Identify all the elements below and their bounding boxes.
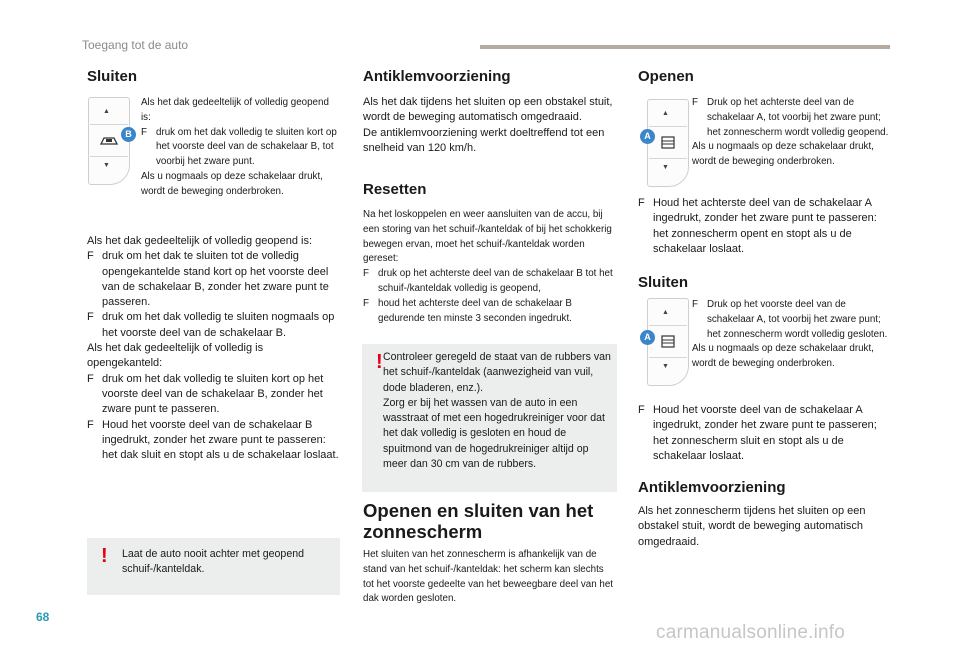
sunblind-icon — [658, 335, 678, 348]
sunblind-icon — [658, 136, 678, 149]
switch-label-a: A — [640, 330, 655, 345]
heading-sluiten: Sluiten — [87, 68, 138, 85]
watermark: carmanualsonline.info — [656, 622, 846, 643]
header-rule — [480, 45, 890, 49]
openen-intro: F Druk op het achterste deel van de schakelaar A, tot voorbij het zware punt; het zonnescherm wordt volledig geopend. Als u nogmaals op deze schakelaar drukt, wordt de beweging onderbroken. — [692, 97, 889, 168]
openen-hold: F Houd het achterste deel van de schakelaar A ingedrukt, zonder het zware punt te passeren: het zonnescherm opent en stopt als u de schakelaar loslaat. — [638, 197, 877, 255]
sunblind-switch-a-illustration-open: ▲ ▼ A — [647, 99, 705, 187]
heading-zonnescherm: Openen en sluiten van het zonnescherm — [363, 500, 594, 542]
heading-antiklem: Antiklemvoorziening — [363, 68, 511, 85]
heading-resetten: Resetten — [363, 181, 427, 198]
sluiten-scherm-hold: F Houd het voorste deel van de schakelaar A ingedrukt, zonder het zware punt te passeren; het zonnescherm sluit en stopt als u de schakelaar loslaat. — [638, 404, 877, 462]
antiklem-scherm-text: Als het zonnescherm tijdens het sluiten op een obstakel stuit, wordt de beweging automatisch omgedraaid. — [638, 505, 866, 548]
warning-icon: ! — [376, 351, 383, 373]
switch-label-a: A — [640, 129, 655, 144]
zonnescherm-text: Het sluiten van het zonnescherm is afhankelijk van de stand van het schuif-/kanteldak: het scherm kan slechts tot het voorste gedeelte van het beweegbare deel van het dak worden gesloten. — [363, 549, 614, 605]
warning-box-rubbers: ! Controleer geregeld de staat van de rubbers van het schuif-/kanteldak (aanwezigheid van vuil, dode bladeren, enz.). Zorg er bij het wassen van de auto in een wasstraat of met een hogedrukreiniger voor dat het dak volledig is gesloten en houd de spuitmond van de hogedrukreiniger altijd op meer dan 30 cm van de rubbers. — [362, 344, 617, 492]
sunroof-icon — [99, 134, 119, 147]
antiklem-text: Als het dak tijdens het sluiten op een obstakel stuit, wordt de beweging automatisch omgedraaid. De antiklemvoorziening werkt doeltreffend tot een snelheid van 120 km/h. — [363, 96, 613, 154]
page-number: 68 — [36, 610, 50, 624]
heading-openen: Openen — [638, 68, 694, 85]
heading-sluiten-scherm: Sluiten — [638, 274, 689, 291]
sunblind-switch-a-illustration-close: ▲ ▼ A — [647, 298, 705, 386]
sluiten-intro: Als het dak gedeeltelijk of volledig geopend is: F druk om het dak volledig te sluiten kort op het voorste deel van de schakelaar B, tot voorbij het zware punt. Als u nogmaals op deze schakelaar drukt, wordt de beweging onderbroken. — [141, 97, 337, 197]
warning-icon: ! — [101, 545, 108, 567]
section-title: Toegang tot de auto — [82, 38, 189, 52]
sluiten-scherm-intro: F Druk op het voorste deel van de schakelaar A, tot voorbij het zware punt; het zonnescherm wordt volledig gesloten. Als u nogmaals op deze schakelaar drukt, wordt de beweging onderbroken. — [692, 299, 888, 370]
sluiten-body: Als het dak gedeeltelijk of volledig geopend is: F druk om het dak te sluiten tot de volledig opengekantelde stand kort op het voorste deel van de schakelaar B, zonder het zware punt te passeren. F druk om het dak volledig te sluiten nogmaals op het voorste deel van de schakelaar B. Als het dak gedeeltelijk of volledig is opengekanteld: F druk om het dak volledig te sluiten kort op het voorste deel van de schakelaar B, zonder het zware punt te passeren. F Houd het voorste deel van de schakelaar B ingedrukt, zonder het zware punt te passeren: het dak sluit en stopt als u de schakelaar loslaat. — [87, 235, 339, 462]
warning-box-roof: ! Laat de auto nooit achter met geopend schuif-/kanteldak. — [87, 538, 340, 595]
heading-antiklem-scherm: Antiklemvoorziening — [638, 479, 786, 496]
roof-switch-b-illustration: ▲ ▼ B — [88, 97, 146, 185]
resetten-text: Na het loskoppelen en weer aansluiten van de accu, bij een storing van het schuif-/kanteldak of bij het schokkerig bewegen ervan, moet het schuif-/kanteldak worden gereset: F druk op het achterste deel van de schakelaar B tot het schuif-/kanteldak volledig is geopend, F houd het achterste deel van de schakelaar B gedurende ten minste 3 seconden ingedrukt. — [363, 209, 613, 324]
switch-label-b: B — [121, 127, 136, 142]
